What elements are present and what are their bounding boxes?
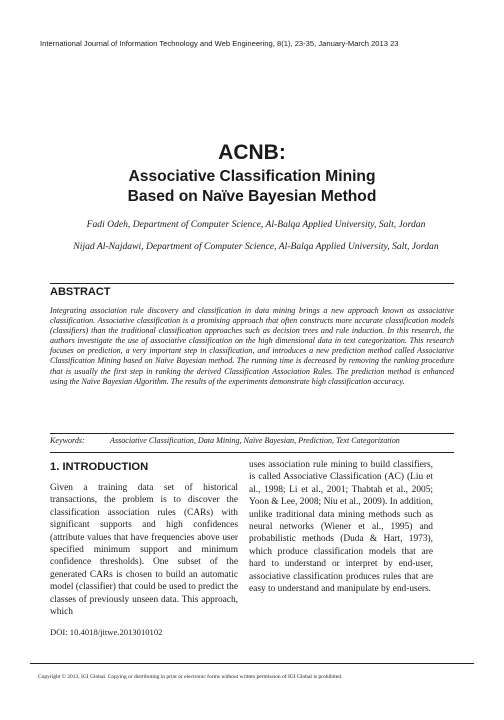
abstract-text: Integrating association rule discovery and classification in data mining brings a new approach known as associative classification. Associative classification is a promising approach that often constructs more accurate classification models (classifiers) than the traditional classification approaches such as decision trees and rule induction. In this research, the authors investigate the use of associative classification on the high dimensional data in text categorization. This research focuses on prediction, a very important step in classification, and introduces a new prediction method called Associative Classification Mining based on Naïve Bayesian method. The running time is decreased by removing the ranking procedure that is usually the first step in ranking the derived Classification Association Rules. The prediction method is enhanced using the Naïve Bayesian Algorithm. The results of the experiments demonstrate high classification accuracy. [50,306,454,386]
footer-rule [30,663,474,664]
paper-subtitle-line-2: Based on Naïve Bayesian Method [127,188,377,205]
abstract-heading: ABSTRACT [50,286,111,298]
section-heading-introduction: 1. INTRODUCTION [50,461,149,473]
introduction-right-column: uses association rule mining to build classifiers, is called Associative Classification (AC) (Liu et al., 1998; Li et al., 2001; Thabtah et al., 2005; Yoon & Lee, 2008; Niu et al., 2009). In addition, unlike traditional data mining methods such as neural networks (Wiener et al., 1995) and probabilistic methods (Duda & Hart, 1973), which produce classification models that are hard to understand or interpret by end-user, associative classification produces rules that are easy to understand and manipulate by end-users. [249,460,433,595]
author-affiliation-1: Fadi Odeh, Department of Computer Science, Al-Balqa Applied University, Salt, Jordan [86,219,426,230]
paper-title: ACNB: [218,141,286,164]
journal-header: International Journal of Information Technology and Web Engineering, 8(1), 23-35, January-March 2013 23 [40,39,399,48]
author-affiliation-2: Nijad Al-Najdawi, Department of Computer Science, Al-Balqa Applied University, Salt, Jordan [73,241,439,252]
paper-subtitle-line-1: Associative Classification Mining [128,168,376,185]
abstract-top-rule [50,283,454,284]
copyright-notice: Copyright © 2013, IGI Global. Copying or distributing in print or electronic forms without written permission of IGI Global is prohibited. [38,674,343,680]
keywords-row [50,436,454,445]
keywords-text: Associative Classification, Data Mining, Naïve Bayesian, Prediction, Text Categorization [110,436,400,445]
keywords-bottom-rule [50,452,454,453]
introduction-left-column: Given a training data set of historical transactions, the problem is to discover the classification association rules (CARs) with significant supports and high confidences (attribute values that have frequencies above user specified minimum support and minimum confidence thresholds). One subset of the generated CARs is chosen to build an automatic model (classifier) that could be used to predict the classes of previously unseen data. This approach, which [50,483,238,618]
keywords-top-rule [50,433,454,434]
keywords-label: Keywords: [50,436,85,445]
doi-line: DOI: 10.4018/jitwe.2013010102 [50,627,163,637]
